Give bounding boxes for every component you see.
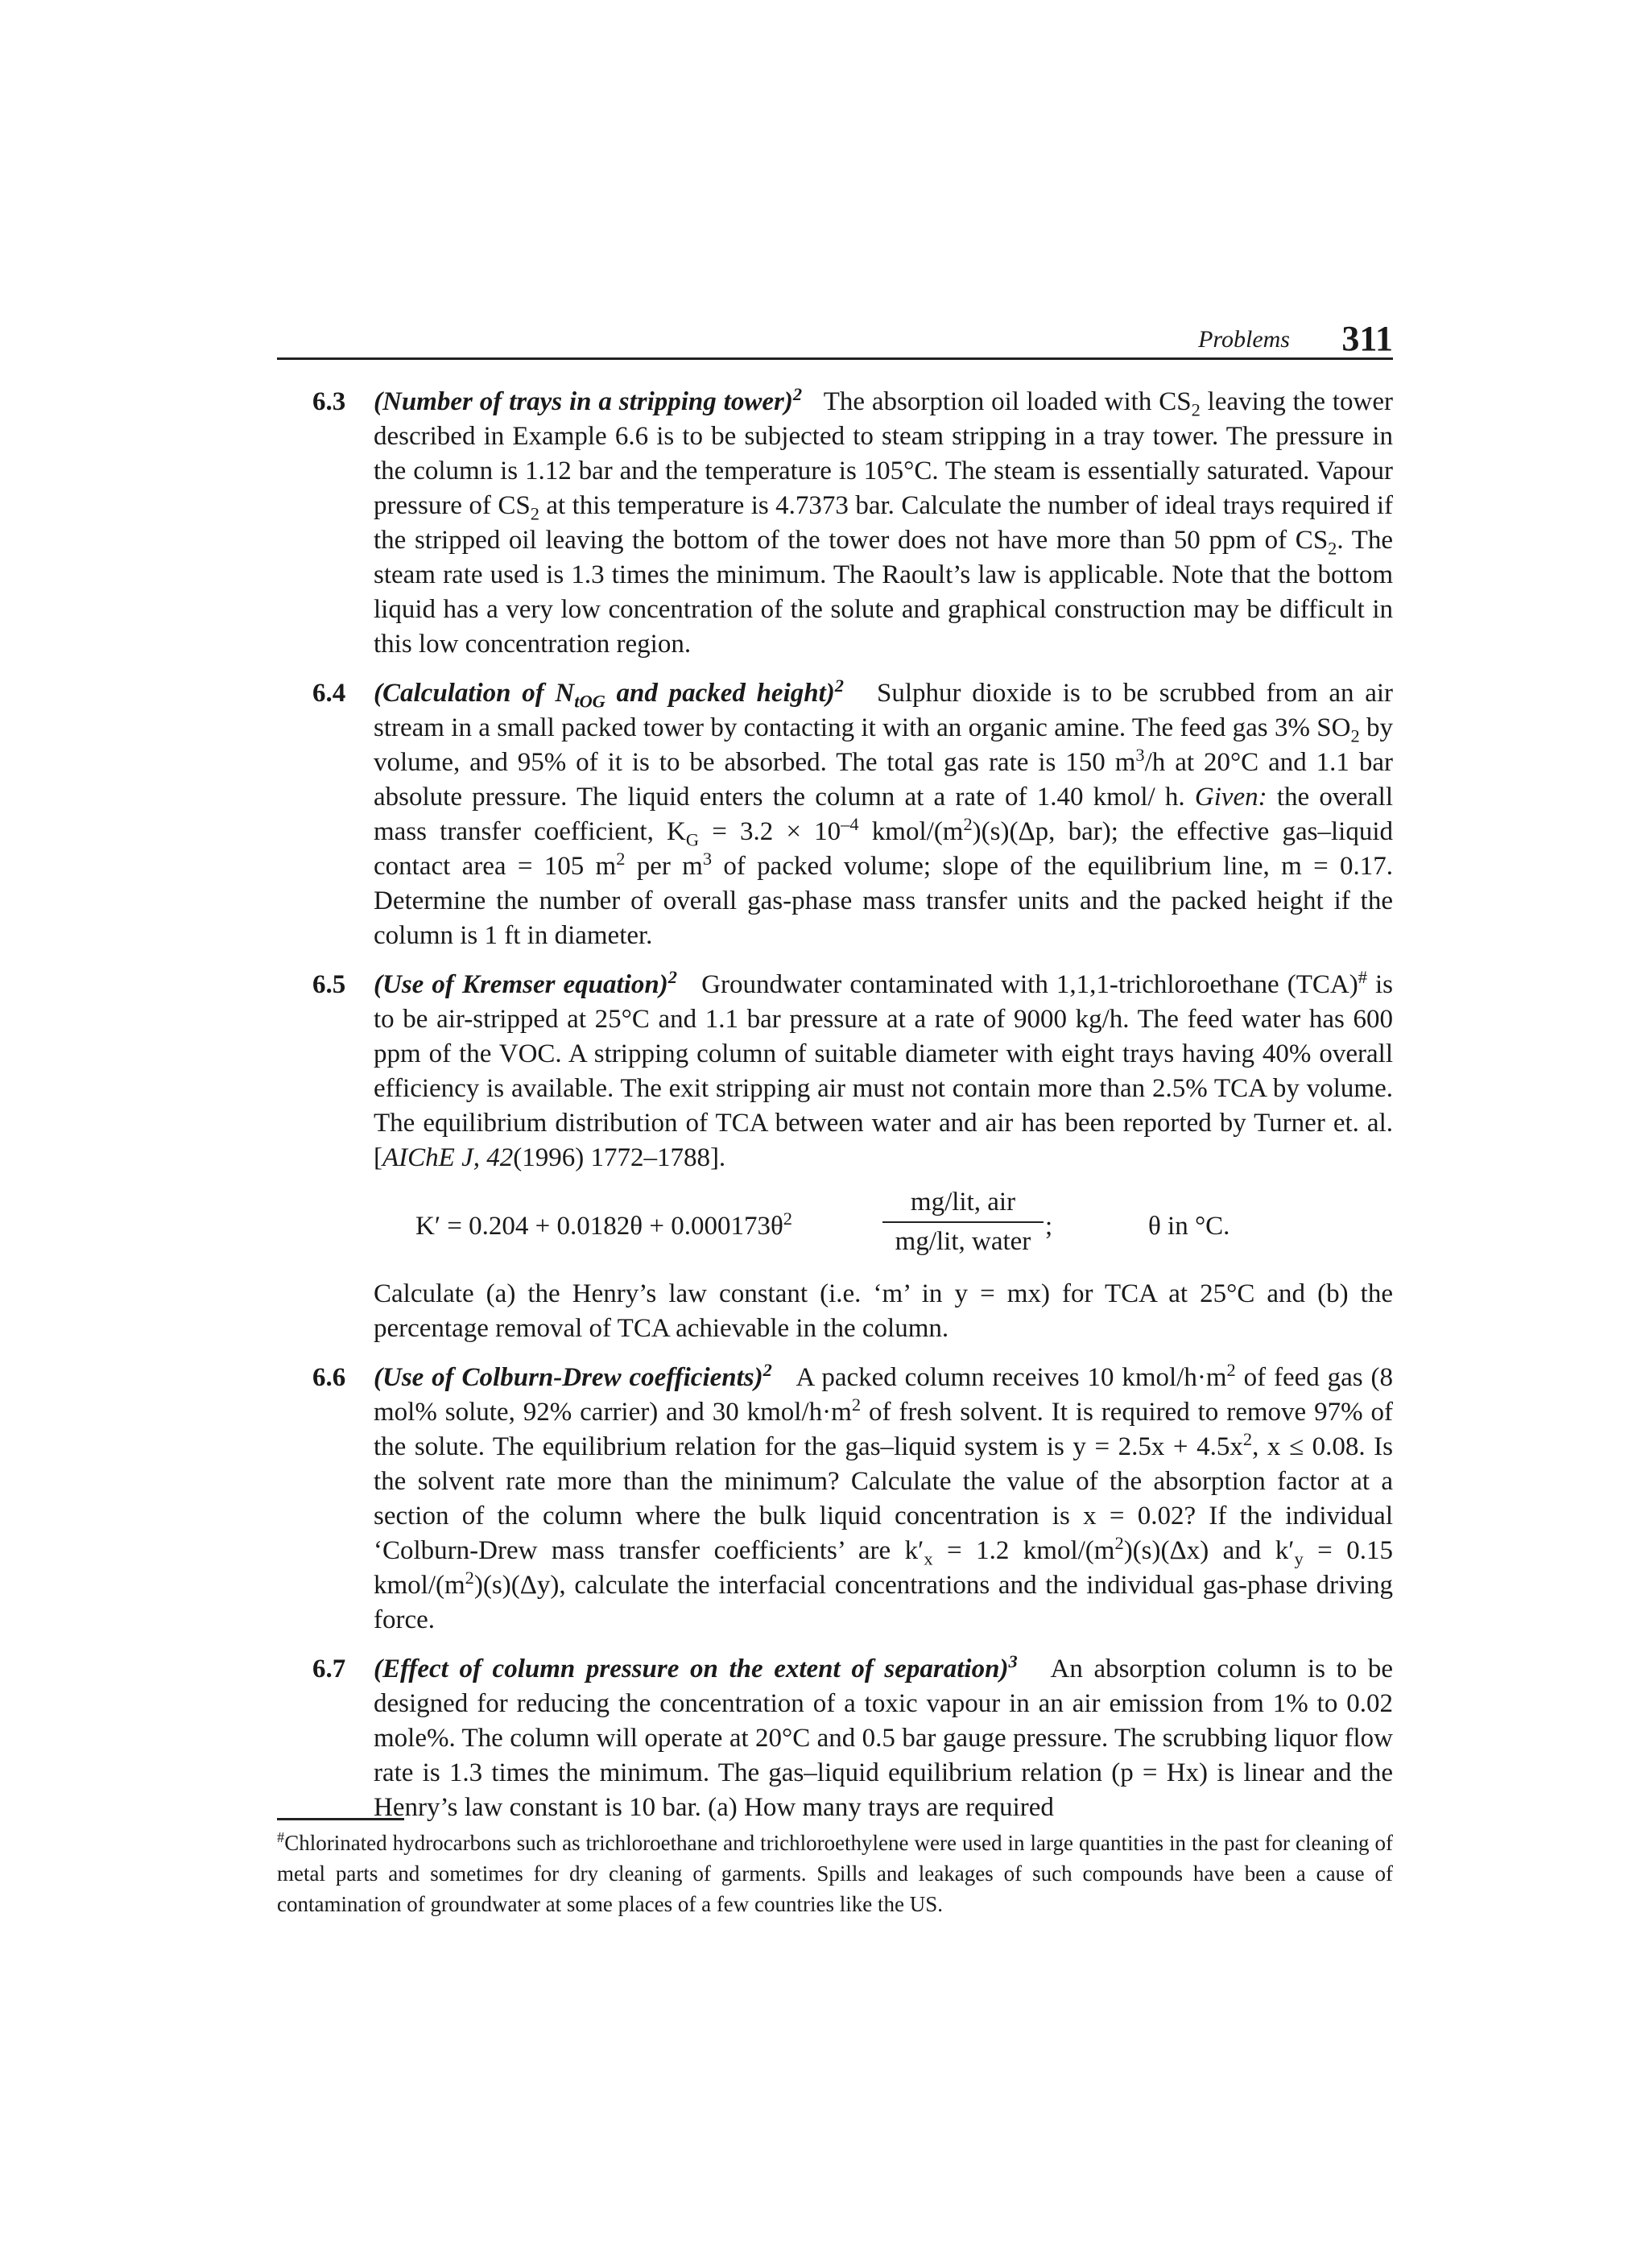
- problem-question: Calculate (a) the Henry’s law constant (i.e. ‘m’ in y = mx) for TCA at 25°C and (b) the percentage removal of TCA achievable in the column.: [374, 1279, 1393, 1343]
- problem-6-7: [312, 1652, 1393, 1825]
- problem-number: 6.5: [312, 970, 346, 999]
- equation-fraction: [882, 1185, 1044, 1259]
- problem-title: (Number of trays in a stripping tower)$^2$: [374, 384, 803, 416]
- problem-text: (Use of Colburn-Drew coefficients)$^2$ A packed column receives 10 kmol/$h\cdot m^2$ of feed gas (8 mol% solute, 92% carrier) and 30 kmol/$h\cdot m^2$ of fresh solvent. It is required to remove 97% of the solute. The equilibrium relation for the gas–liquid system is $y = 2.5x + 4.5x^2$, x ≤ 0.08. Is the solvent rate more than the minimum? Calculate the value of the absorption factor at a section of the column where the bulk liquid concentration is x = 0.02? If the individual ‘Colburn-Drew mass transfer coefficients’ are $k'_x = 1.2$ kmol/$(m^2)(s)(\Delta x)$ and $k'_y = 0.15$ kmol/$(m^2)(s)(\Delta y)$, calculate the interfacial concentrations and the individual gas-phase driving force.: [374, 1360, 1394, 1634]
- footnote: [277, 1828, 1393, 1919]
- fraction-numerator: mg/lit, air: [882, 1185, 1044, 1223]
- footnote-mark: #: [277, 1829, 285, 1845]
- problems-list: [312, 385, 1393, 1840]
- problem-title: (Effect of column pressure on the extent of separation)$^3$: [374, 1651, 1018, 1683]
- problem-text: (Use of Kremser equation)$^2$ Groundwater contaminated with 1,1,1-trichloroethane (TCA)# is to be air-stripped at 25°C and 1.1 bar pressure at a rate of 9000 kg/h. The feed water has 600 ppm of the VOC. A stripping column of suitable diameter with eight trays having 40% overall efficiency is available. The exit stripping air must not contain more than 2.5% TCA by volume. The equilibrium distribution of TCA between water and air has been reported by Turner et. al. [AIChE J, 42(1996) 1772–1788]. $K' = 0.204 + 0.0182\theta + 0.000173\theta^2$ mg/lit, air mg/lit, water ; θ in °C. Calculate (a) the Henry’s law constant (i.e. ‘m’ in y = mx) for TCA at 25°C and (b) the percentage removal of TCA achievable in the column.: [374, 968, 1393, 1346]
- problem-number: 6.7: [312, 1655, 346, 1683]
- problem-number: 6.4: [312, 679, 346, 708]
- problem-text: (Effect of column pressure on the extent of separation)$^3$ An absorption column is to be designed for reducing the concentration of a toxic vapour in an air emission from 1% to 0.02 mole%. The column will operate at 20°C and 0.5 bar gauge pressure. The scrubbing liquor flow rate is 1.3 times the minimum. The gas–liquid equilibrium relation (p = Hx) is linear and the Henry’s law constant is 10 bar. (a) How many trays are required: [374, 1651, 1394, 1822]
- problem-text: (Calculation of $N_{tOG}$ and packed height)$^2$ Sulphur dioxide is to be scrubbed from an air stream in a small packed tower by contacting it with an organic amine. The feed gas 3% $SO_2$ by volume, and 95% of it is to be absorbed. The total gas rate is 150 $m^3/h$ at 20°C and 1.1 bar absolute pressure. The liquid enters the column at a rate of 1.40 kmol/ h. Given: the overall mass transfer coefficient, $K_G = 3.2 \times 10^{-4}$ kmol/$(m^2)(s)(\Delta p$, bar); the effective gas–liquid contact area = 105 $m^2$ per $m^3$ of packed volume; slope of the equilibrium line, m = 0.17. Determine the number of overall gas-phase mass transfer units and the packed height if the column is 1 ft in diameter.: [374, 675, 1394, 950]
- footnote-text: Chlorinated hydrocarbons such as trichloroethane and trichloroethylene were used in large quantities in the past for cleaning of metal parts and sometimes for dry cleaning of garments. Spills and leakages of such compounds have been a cause of contamination of groundwater at some places of a few countries like the US.: [277, 1831, 1393, 1916]
- problem-number: 6.6: [312, 1363, 346, 1392]
- problem-6-4: [312, 676, 1393, 953]
- equation-unit: θ in °C.: [1148, 1212, 1230, 1241]
- header-label: Problems: [1198, 326, 1290, 353]
- problem-number: 6.3: [312, 387, 346, 416]
- page-number: 311: [1341, 319, 1393, 358]
- problem-text: (Number of trays in a stripping tower)$^2$ The absorption oil loaded with $CS_2$ leaving the tower described in Example 6.6 is to be subjected to steam stripping in a tray tower. The pressure in the column is 1.12 bar and the temperature is 105°C. The steam is essentially saturated. Vapour pressure of $CS_2$ at this temperature is 4.7373 bar. Calculate the number of ideal trays required if the stripped oil leaving the bottom of the tower does not have more than 50 ppm of $CS_2$. The steam rate used is 1.3 times the minimum. The Raoult’s law is applicable. Note that the bottom liquid has a very low concentration of the solute and graphical construction may be difficult in this low concentration region.: [374, 384, 1394, 659]
- problem-6-3: [312, 385, 1393, 662]
- equation: $K' = 0.204 + 0.0182\theta + 0.000173\theta^2$ mg/lit, air mg/lit, water ; θ in °C.: [374, 1185, 1393, 1272]
- fraction-denominator: mg/lit, water: [895, 1227, 1031, 1256]
- header-rule: [277, 357, 1393, 360]
- problem-title: (Use of Kremser equation)$^2$: [374, 967, 677, 999]
- problem-title: (Use of Colburn-Drew coefficients)$^2$: [374, 1360, 772, 1392]
- running-header: [277, 318, 1393, 360]
- equation-lhs: $K' = 0.204 + 0.0182\theta + 0.000173\theta^2$: [415, 1208, 792, 1241]
- footnote-rule: [277, 1818, 404, 1820]
- problem-title: (Calculation of $N_{tOG}$ and packed height)$^2$: [374, 675, 844, 712]
- problem-6-5: [312, 968, 1393, 1346]
- problem-6-6: [312, 1361, 1393, 1638]
